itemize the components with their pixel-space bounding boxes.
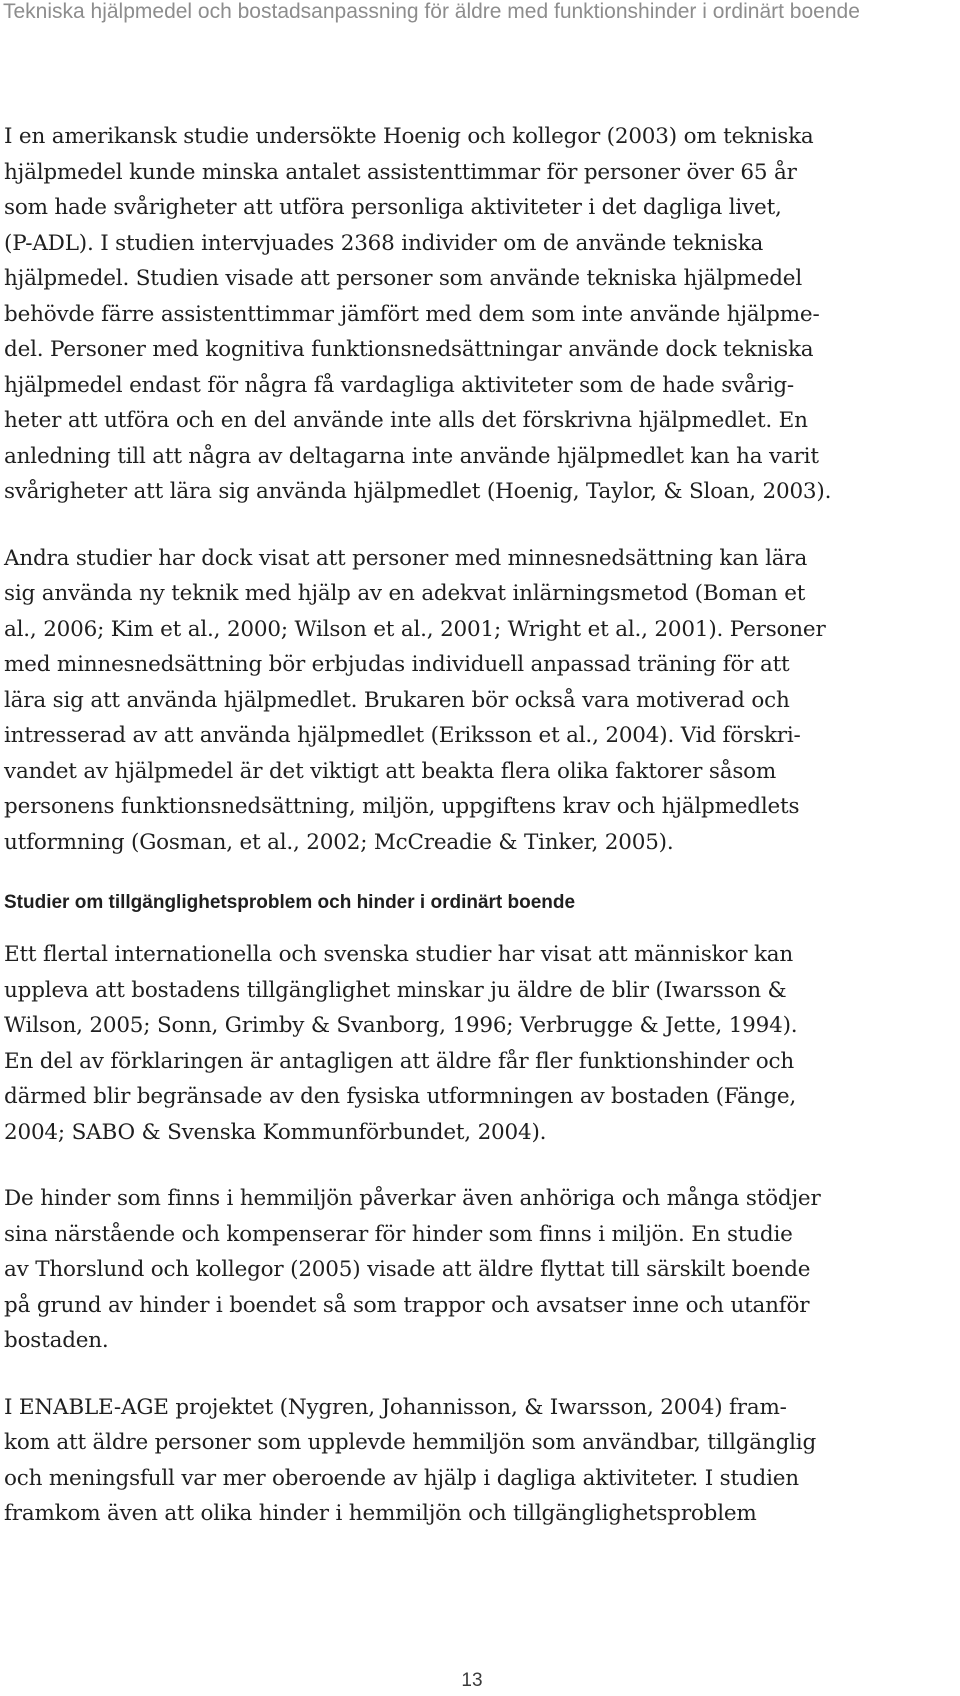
paragraph [4, 1181, 924, 1359]
text-line: De hinder som finns i hemmiljön påverkar även anhöriga och många stödjer [4, 1186, 821, 1211]
text-line: utformning (Gosman, et al., 2002; McCreadie & Tinker, 2005). [4, 829, 674, 855]
body-content [4, 119, 924, 1563]
text-line: bostaden. [4, 1328, 109, 1353]
text-line: del. Personer med kognitiva funktionsnedsättningar använde dock tekniska [4, 337, 814, 362]
text-line: hjälpmedel. Studien visade att personer som använde tekniska hjälpmedel [4, 266, 802, 291]
text-line: och meningsfull var mer oberoende av hjälp i dagliga aktiviteter. I studien [4, 1465, 799, 1491]
text-line: Andra studier har dock visat att personer med minnesnedsättning kan lära [4, 545, 808, 571]
text-line: vandet av hjälpmedel är det viktigt att beakta flera olika faktorer såsom [4, 758, 777, 784]
text-line: lära sig att använda hjälpmedlet. Brukaren bör också vara motiverad och [4, 687, 790, 713]
page-number: 13 [461, 1670, 483, 1691]
text-line: I en amerikansk studie undersökte Hoenig och kollegor (2003) om tekniska [4, 124, 814, 149]
text-line: hjälpmedel kunde minska antalet assistenttimmar för personer över 65 år [4, 159, 797, 185]
text-line: I ENABLE-AGE projektet (Nygren, Johannisson, & Iwarsson, 2004) fram- [4, 1394, 787, 1420]
text-line: Wilson, 2005; Sonn, Grimby & Svanborg, 1996; Verbrugge & Jette, 1994). [4, 1013, 798, 1038]
text-line: 2004; SABO & Svenska Kommunförbundet, 2004). [4, 1119, 547, 1145]
text-line: anledning till att några av deltagarna inte använde hjälpmedlet kan ha varit [4, 443, 819, 469]
text-line: Ett flertal internationella och svenska studier har visat att människor kan [4, 942, 794, 967]
paragraph [4, 541, 924, 861]
text-line: (P-ADL). I studien intervjuades 2368 individer om de använde tekniska [4, 230, 764, 256]
text-line: sig använda ny teknik med hjälp av en adekvat inlärningsmetod (Boman et [4, 581, 806, 606]
text-line: av Thorslund och kollegor (2005) visade att äldre flyttat till särskilt boende [4, 1257, 811, 1282]
text-line: intresserad av att använda hjälpmedlet (Eriksson et al., 2004). Vid förskri- [4, 723, 801, 748]
paragraph [4, 937, 924, 1150]
text-line: hjälpmedel endast för några få vardagliga aktiviteter som de hade svårig- [4, 372, 794, 398]
text-line: framkom även att olika hinder i hemmiljön och tillgänglighetsproblem [4, 1501, 757, 1526]
text-line: personens funktionsnedsättning, miljön, uppgiftens krav och hjälpmedlets [4, 794, 800, 819]
paragraph [4, 119, 924, 510]
text-line: därmed blir begränsade av den fysiska utformningen av bostaden (Fänge, [4, 1084, 797, 1109]
text-line: uppleva att bostadens tillgänglighet minskar ju äldre de blir (Iwarsson & [4, 977, 787, 1003]
running-header: Tekniska hjälpmedel och bostadsanpassning för äldre med funktionshinder i ordinärt boende [3, 0, 860, 23]
text-line: al., 2006; Kim et al., 2000; Wilson et al., 2001; Wright et al., 2001). Personer [4, 616, 826, 642]
text-line: med minnesnedsättning bör erbjudas individuell anpassad träning för att [4, 652, 790, 677]
text-line: En del av förklaringen är antagligen att äldre får fler funktionshinder och [4, 1048, 794, 1074]
text-line: på grund av hinder i boendet så som trappor och avsatser inne och utanför [4, 1292, 810, 1318]
text-line: som hade svårigheter att utföra personliga aktiviteter i det dagliga livet, [4, 195, 782, 220]
text-line: heter att utföra och en del använde inte alls det förskrivna hjälpmedlet. En [4, 408, 808, 433]
paragraph [4, 1390, 924, 1532]
text-line: sina närstående och kompenserar för hinder som finns i miljön. En studie [4, 1221, 793, 1247]
section-heading: Studier om tillgänglighetsproblem och hinder i ordinärt boende [4, 892, 576, 913]
text-line: kom att äldre personer som upplevde hemmiljön som användbar, tillgänglig [4, 1430, 817, 1455]
text-line: svårigheter att lära sig använda hjälpmedlet (Hoenig, Taylor, & Sloan, 2003). [4, 479, 832, 504]
text-line: behövde färre assistenttimmar jämfört med dem som inte använde hjälpme- [4, 301, 820, 327]
